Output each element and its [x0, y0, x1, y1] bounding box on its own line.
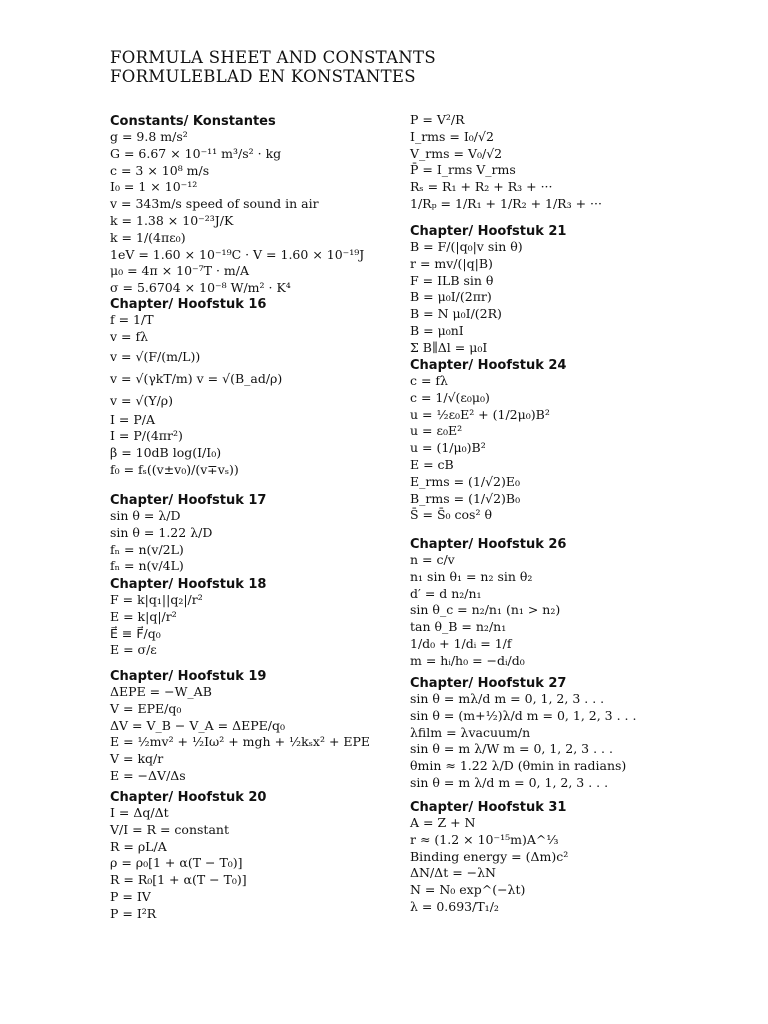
formula-line: sin θ = m λ/W m = 0, 1, 2, 3 . . .: [410, 741, 613, 757]
title-line-1: FORMULA SHEET AND CONSTANTS: [110, 48, 436, 67]
chapter-21-section: [410, 224, 566, 357]
formula-line: u = ε₀E²: [410, 423, 463, 439]
chapter-18-section: [110, 577, 266, 659]
formula-line: 1eV = 1.60 × 10⁻¹⁹C · V = 1.60 × 10⁻¹⁹J: [110, 246, 365, 262]
title-line-2: FORMULEBLAD EN KONSTANTES: [110, 67, 416, 86]
formula-line: c = fλ: [410, 373, 448, 388]
formula-line: Σ B∥Δl = μ₀I: [410, 339, 488, 355]
chapter-20-continued-section: [410, 112, 602, 213]
formula-line: P = I²R: [110, 905, 157, 921]
chapter-27-section: [410, 676, 636, 792]
formula-line: k = 1.38 × 10⁻²³J/K: [110, 212, 234, 228]
formula-line: tan θ_B = n₂/n₁: [410, 619, 507, 635]
formula-line: V/I = R = constant: [110, 821, 229, 837]
formula-line: β = 10dB log(I/I₀): [110, 445, 222, 461]
chapter-26-section: [410, 537, 566, 670]
section-heading: Chapter/ Hoofstuk 27: [410, 676, 567, 691]
document-title: [110, 48, 436, 86]
chapter-31-section: [410, 800, 568, 916]
section-heading: Chapter/ Hoofstuk 26: [410, 537, 567, 552]
section-heading: Chapter/ Hoofstuk 18: [110, 577, 267, 592]
formula-line: λfilm = λvacuum/n: [410, 724, 531, 740]
section-heading: Chapter/ Hoofstuk 17: [110, 493, 267, 508]
formula-line: N = N₀ exp^(−λt): [410, 882, 526, 898]
formula-line: A = Z + N: [410, 815, 476, 830]
formula-line: f = 1/T: [110, 312, 154, 327]
formula-line: sin θ = λ/D: [110, 508, 181, 523]
formula-line: ΔN/Δt = −λN: [410, 865, 496, 881]
formula-line: 1/d₀ + 1/dᵢ = 1/f: [410, 635, 512, 651]
formula-line: I₀ = 1 × 10⁻¹²: [110, 179, 198, 195]
formula-line: I = P/A: [110, 411, 156, 427]
formula-line: E = σ/ε: [110, 642, 157, 658]
formula-line: v = √(Y/ρ): [110, 392, 174, 408]
formula-line: P̄ = I_rms V_rms: [410, 162, 516, 178]
formula-line: u = (1/μ₀)B²: [410, 440, 486, 456]
formula-line: S̄ = S̄₀ cos² θ: [410, 507, 492, 523]
formula-line: m = hᵢ/h₀ = −dᵢ/d₀: [410, 652, 525, 668]
formula-line: E = k|q|/r²: [110, 608, 177, 624]
formula-line: θmin ≈ 1.22 λ/D (θmin in radians): [410, 758, 627, 774]
section-heading: Chapter/ Hoofstuk 16: [110, 297, 267, 312]
formula-line: ρ = ρ₀[1 + α(T − T₀)]: [110, 855, 243, 871]
formula-line: σ = 5.6704 × 10⁻⁸ W/m² · K⁴: [110, 280, 291, 296]
formula-line: λ = 0.693/T₁/₂: [410, 898, 499, 914]
formula-line: E⃗ ≡ F⃗/q₀: [110, 625, 161, 641]
formula-line: E = −ΔV/Δs: [110, 767, 186, 783]
formula-line: sin θ = (m+½)λ/d m = 0, 1, 2, 3 . . .: [410, 707, 637, 723]
formula-line: d′ = d n₂/n₁: [410, 585, 482, 601]
formula-line: P = IV: [110, 888, 151, 904]
formula-line: B_rms = (1/√2)B₀: [410, 490, 521, 506]
formula-line: P = V²/R: [410, 112, 465, 127]
formula-line: r ≈ (1.2 × 10⁻¹⁵m)A^⅓: [410, 831, 559, 847]
formula-line: V = kq/r: [110, 751, 164, 767]
chapter-20-section: [110, 790, 266, 923]
section-heading: Constants/ Konstantes: [110, 114, 276, 129]
formula-line: n = c/v: [410, 552, 455, 567]
formula-line: μ₀ = 4π × 10⁻⁷T · m/A: [110, 263, 250, 279]
formula-line: c = 1/√(ε₀μ₀): [410, 389, 490, 405]
formula-line: ΔV = V_B − V_A = ΔEPE/q₀: [110, 717, 285, 733]
constants-section: [110, 114, 364, 297]
formula-line: f₀ = fₛ((v±v₀)/(v∓vₛ)): [110, 461, 239, 477]
section-heading: Chapter/ Hoofstuk 19: [110, 669, 267, 684]
formula-line: B = N μ₀I/(2R): [410, 306, 502, 322]
formula-line: B = μ₀I/(2πr): [410, 289, 492, 305]
formula-line: v = fλ: [110, 328, 149, 344]
section-heading: Chapter/ Hoofstuk 24: [410, 358, 567, 373]
section-heading: Chapter/ Hoofstuk 31: [410, 800, 567, 815]
formula-line: c = 3 × 10⁸ m/s: [110, 162, 210, 178]
formula-line: E = ½mv² + ½Iω² + mgh + ½kₛx² + EPE: [110, 734, 371, 750]
formula-line: I = P/(4πr²): [110, 428, 183, 444]
formula-line: sin θ_c = n₂/n₁ (n₁ > n₂): [410, 602, 561, 618]
formula-line: I = Δq/Δt: [110, 805, 169, 820]
section-heading: Chapter/ Hoofstuk 21: [410, 224, 567, 239]
formula-line: ΔEPE = −W_AB: [110, 684, 212, 699]
formula-line: v = 343m/s speed of sound in air: [110, 196, 319, 212]
chapter-24-section: [410, 358, 566, 524]
formula-line: B = μ₀nI: [410, 322, 464, 338]
formula-line: R = ρL/A: [110, 838, 167, 854]
formula-line: fₙ = n(v/4L): [110, 558, 184, 574]
formula-line: V = EPE/q₀: [110, 700, 182, 716]
section-heading: Chapter/ Hoofstuk 20: [110, 790, 267, 805]
formula-line: B = F/(|q₀|v sin θ): [410, 239, 523, 254]
formula-line: sin θ = 1.22 λ/D: [110, 524, 213, 540]
formula-line: sin θ = mλ/d m = 0, 1, 2, 3 . . .: [410, 691, 605, 706]
formula-line: F = ILB sin θ: [410, 272, 494, 288]
formula-line: I_rms = I₀/√2: [410, 128, 494, 144]
formula-line: g = 9.8 m/s²: [110, 129, 188, 144]
formula-line: R = R₀[1 + α(T − T₀)]: [110, 872, 247, 888]
formula-line: n₁ sin θ₁ = n₂ sin θ₂: [410, 568, 533, 584]
formula-line: sin θ = m λ/d m = 0, 1, 2, 3 . . .: [410, 774, 609, 790]
formula-line: v = √(γkT/m) v = √(B_ad/ρ): [110, 370, 283, 386]
chapter-17-section: [110, 493, 266, 575]
formula-line: u = ½ε₀E² + (1/2μ₀)B²: [410, 406, 550, 422]
formula-line: V_rms = V₀/√2: [410, 145, 503, 161]
formula-line: G = 6.67 × 10⁻¹¹ m³/s² · kg: [110, 145, 282, 161]
formula-line: Binding energy = (Δm)c²: [410, 848, 569, 864]
chapter-19-section: [110, 669, 370, 785]
formula-line: F = k|q₁||q₂|/r²: [110, 592, 203, 607]
formula-line: k = 1/(4πε₀): [110, 229, 186, 245]
formula-line: Rₛ = R₁ + R₂ + R₃ + ···: [410, 179, 553, 195]
formula-line: fₙ = n(v/2L): [110, 541, 184, 557]
formula-line: 1/Rₚ = 1/R₁ + 1/R₂ + 1/R₃ + ···: [410, 195, 602, 211]
formula-line: E_rms = (1/√2)E₀: [410, 473, 521, 489]
formula-line: v = √(F/(m/L)): [110, 348, 201, 364]
formula-line: E = cB: [410, 456, 454, 472]
formula-line: r = mv/(|q|B): [410, 255, 493, 271]
chapter-16-section: [110, 297, 282, 479]
